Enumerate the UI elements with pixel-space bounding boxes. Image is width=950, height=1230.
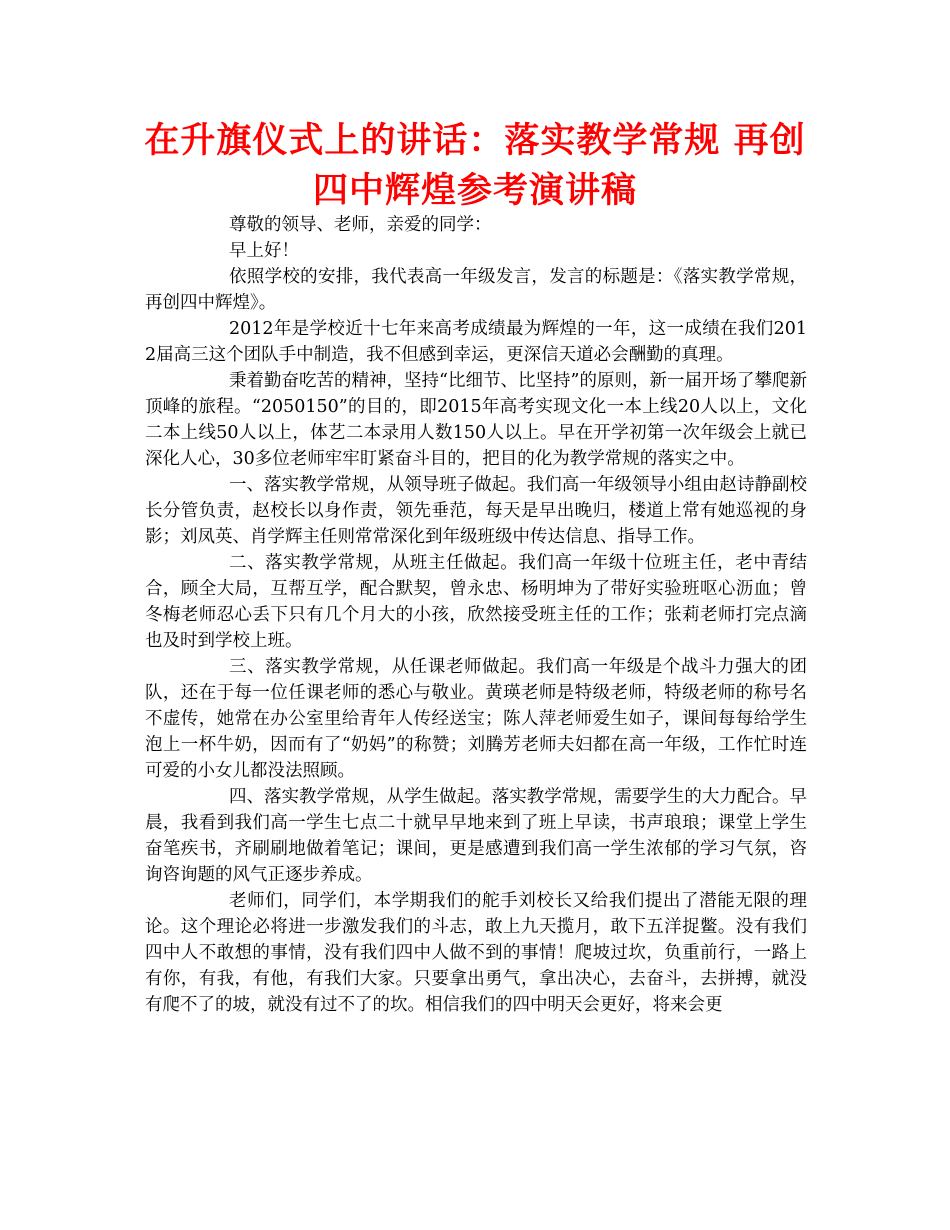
paragraph-2012: 2012年是学校近十七年来高考成绩最为辉煌的一年，这一成绩在我们2012届高三这个团队手中制造，我不但感到幸运，更深信天道必会酬勤的真理。 [145, 319, 807, 365]
document-body [145, 212, 807, 1018]
document-title [100, 116, 850, 216]
paragraph-greeting: 早上好！ [229, 241, 299, 261]
paragraph-closing: 老师们，同学们，本学期我们的舵手刘校长又给我们提出了潜能无限的理论。这个理论必将进一步激发我们的斗志，敢上九天揽月，敢下五洋捉鳖。没有我们四中人不敢想的事情，没有我们四中人做不到的事情！爬坡过坎，负重前行，一路上有你，有我，有他，有我们大家。只要拿出勇气，拿出决心，去奋斗，去拼搏，就没有爬不了的坡，就没有过不了的坎。相信我们的四中明天会更好，将来会更 [145, 891, 807, 1015]
paragraph-section-4: 四、落实教学常规，从学生做起。落实教学常规，需要学生的大力配合。早晨，我看到我们高一学生七点二十就早早地来到了班上早读，书声琅琅；课堂上学生奋笔疾书，齐刷刷地做着笔记；课间，更是感遭到我们高一学生浓郁的学习气氛，咨询咨询题的风气正逐步养成。 [145, 787, 807, 885]
paragraph-goal: 秉着勤奋吃苦的精神，坚持“比细节、比坚持”的原则，新一届开场了攀爬新顶峰的旅程。“2050150”的目的，即2015年高考实现文化一本上线20人以上，文化二本上线50人以上，体艺二本录用人数150人以上。早在开学初第一次年级会上就已深化人心，30多位老师牢牢盯紧奋斗目的，把目的化为教学常规的落实之中。 [145, 371, 807, 469]
title-line-2: 四中辉煌参考演讲稿 [312, 171, 637, 211]
paragraph-section-1: 一、落实教学常规，从领导班子做起。我们高一年级领导小组由赵诗静副校长分管负责，赵校长以身作责，领先垂范，每天是早出晚归，楼道上常有她巡视的身影；刘凤英、肖学辉主任则常常深化到年级班级中传达信息、指导工作。 [145, 475, 807, 547]
paragraph-section-3: 三、落实教学常规，从任课老师做起。我们高一年级是个战斗力强大的团队，还在于每一位任课老师的悉心与敬业。黄瑛老师是特级老师，特级老师的称号名不虚传，她常在办公室里给青年人传经送宝；陈人萍老师爱生如子，课间每每给学生泡上一杯牛奶，因而有了“奶妈”的称赞；刘腾芳老师夫妇都在高一年级，工作忙时连可爱的小女儿都没法照顾。 [145, 657, 807, 781]
paragraph-salutation: 尊敬的领导、老师，亲爱的同学： [229, 215, 492, 235]
title-line-1: 在升旗仪式上的讲话：落实教学常规 再创 [144, 121, 806, 161]
paragraph-intro: 依照学校的安排，我代表高一年级发言，发言的标题是：《落实教学常规，再创四中辉煌》。 [145, 267, 807, 313]
paragraph-section-2: 二、落实教学常规，从班主任做起。我们高一年级十位班主任，老中青结合，顾全大局，互帮互学，配合默契，曾永忠、杨明坤为了带好实验班呕心沥血；曾冬梅老师忍心丢下只有几个月大的小孩，欣然接受班主任的工作；张莉老师打完点滴也及时到学校上班。 [145, 553, 807, 651]
